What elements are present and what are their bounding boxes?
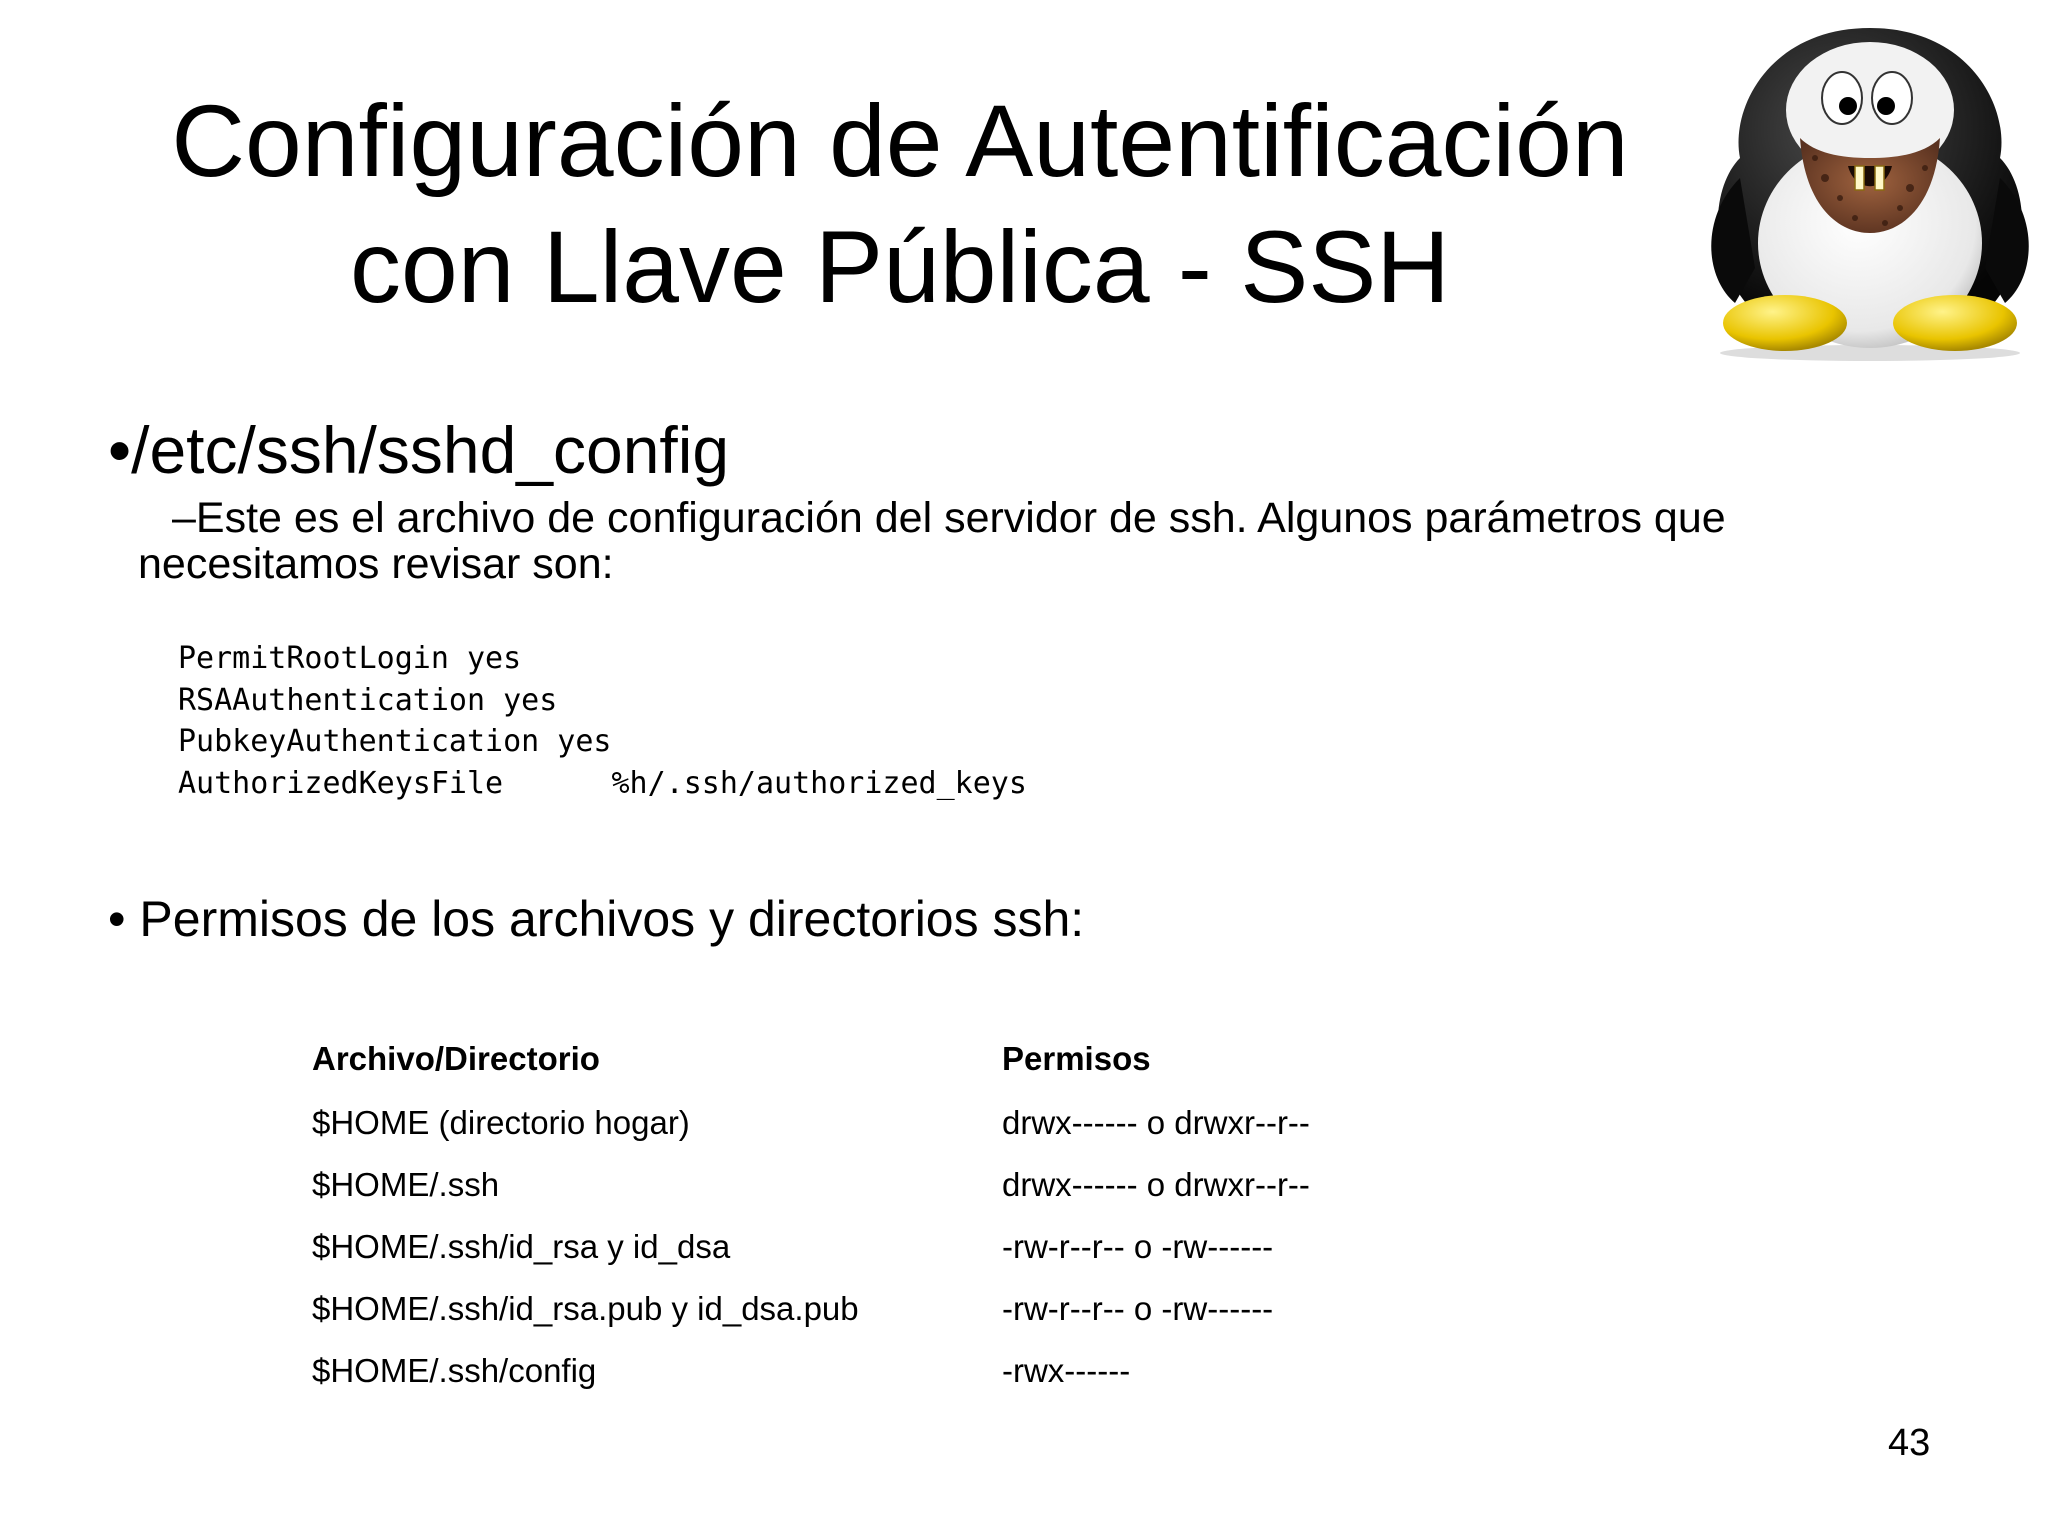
- table-cell-file: $HOME (directorio hogar): [312, 1104, 690, 1141]
- sub-bullet-text-1: Este es el archivo de configuración del servidor de ssh. Algunos parámetros que: [195, 494, 1726, 542]
- table-cell-file: $HOME/.ssh: [312, 1166, 500, 1203]
- bullet-marker: •: [108, 413, 132, 487]
- title-line-2: con Llave Pública - SSH: [350, 210, 1450, 324]
- bullet-text: /etc/ssh/sshd_config: [131, 413, 730, 487]
- config-line: PubkeyAuthentication yes: [178, 724, 612, 759]
- table-row: [312, 1088, 1310, 1154]
- table-header-row: [312, 1040, 1310, 1088]
- table-cell-file: $HOME/.ssh/id_rsa y id_dsa: [312, 1228, 731, 1265]
- table-header-permissions: Permisos: [1002, 1040, 1151, 1077]
- config-line: AuthorizedKeysFile %h/.ssh/authorized_keys: [178, 765, 1027, 801]
- bullet-sshd-config: [108, 410, 729, 490]
- bullet-marker: •: [108, 891, 126, 947]
- config-code-block: [178, 638, 1027, 804]
- table-cell-permissions: drwx------ o drwxr--r--: [1002, 1104, 1310, 1141]
- sub-bullet-marker: –: [172, 494, 196, 542]
- table-cell-permissions: drwx------ o drwxr--r--: [1002, 1166, 1310, 1203]
- sub-bullet-description: [138, 495, 1898, 587]
- sub-bullet-line-2: necesitamos revisar son:: [138, 540, 614, 588]
- penguin-mascot-icon: [1700, 18, 2040, 363]
- table-cell-permissions: -rwx------: [1002, 1352, 1131, 1389]
- title-line-1: Configuración de Autentificación: [171, 84, 1629, 198]
- table-row: [312, 1340, 1310, 1402]
- table-header-file: Archivo/Directorio: [312, 1040, 600, 1077]
- bullet-permissions: [108, 888, 1084, 950]
- table-cell-permissions: -rw-r--r-- o -rw------: [1002, 1290, 1274, 1327]
- table-cell-file: $HOME/.ssh/config: [312, 1352, 597, 1389]
- config-line: RSAAuthentication yes: [178, 682, 558, 718]
- sub-bullet-line-1: [138, 495, 1898, 541]
- bullet-text: Permisos de los archivos y directorios ssh:: [139, 891, 1085, 947]
- permissions-table: [312, 1040, 1310, 1402]
- table-cell-permissions: -rw-r--r-- o -rw------: [1002, 1228, 1274, 1265]
- table-row: [312, 1278, 1310, 1340]
- table-row: [312, 1216, 1310, 1278]
- page-number: 43: [1888, 1422, 1931, 1464]
- table-cell-file: $HOME/.ssh/id_rsa.pub y id_dsa.pub: [312, 1290, 859, 1327]
- table-row: [312, 1154, 1310, 1216]
- slide-title: [80, 78, 1720, 330]
- config-line: PermitRootLogin yes: [178, 641, 522, 676]
